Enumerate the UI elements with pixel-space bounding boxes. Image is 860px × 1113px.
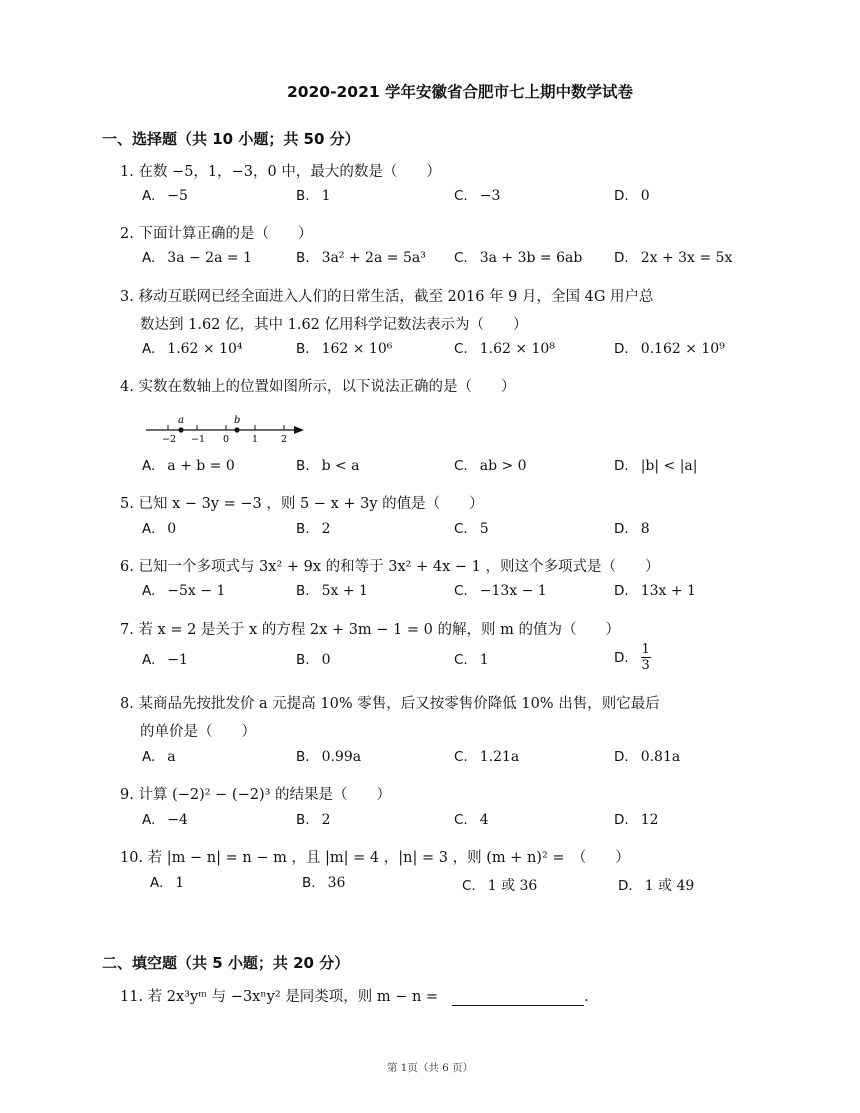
q3-option-b: B. 162 × 10⁶ [296,341,393,357]
q1-option-a: A. −5 [142,188,188,204]
section-heading-fill: 二、填空题（共 5 小题；共 20 分） [102,954,350,972]
question-7: 7. 若 x = 2 是关于 x 的方程 2x + 3m − 1 = 0 的解，则 m 的值为（ ） [120,622,620,638]
q4-option-b: B. b < a [296,458,360,474]
question-2: 2. 下面计算正确的是（ ） [120,226,313,242]
q1-option-c: C. −3 [454,188,501,204]
q8-option-a: A. a [142,749,176,765]
q5-option-d: D. 8 [614,521,650,537]
question-6: 6. 已知一个多项式与 3x² + 9x 的和等于 3x² + 4x − 1 ，则这个多项式是（ ） [120,559,660,575]
q7-option-b: B. 0 [296,652,331,668]
q2-option-d: D. 2x + 3x = 5x [614,250,733,266]
fraction-one-third: $\frac{1}{3}$ [641,642,650,673]
q8-option-d: D. 0.81a [614,749,681,765]
q6-option-d: D. 13x + 1 [614,583,696,599]
question-8-line2: 的单价是（ ） [140,724,256,740]
q9-option-d: D. 12 [614,812,659,828]
number-line [140,410,310,446]
question-4: 4. 实数在数轴上的位置如图所示，以下说法正确的是（ ） [120,379,516,395]
question-1: 1. 在数 −5，1，−3，0 中，最大的数是（ ） [120,164,441,180]
q4-option-a: A. a + b = 0 [142,458,235,474]
q3-option-c: C. 1.62 × 10⁸ [454,341,555,357]
question-11: 11. 若 2x³yᵐ 与 −3xⁿy² 是同类项，则 m − n = . [120,989,589,1005]
section-heading-choice: 一、选择题（共 10 小题；共 50 分） [102,130,360,148]
point-a-label: a [178,415,184,426]
q7-option-d: D. $\frac{1}{3}$ [614,642,650,673]
tick-label: −2 [162,434,177,445]
q6-option-b: B. 5x + 1 [296,583,368,599]
tick-label: 2 [281,434,288,445]
question-3-line2: 数达到 1.62 亿，其中 1.62 亿用科学记数法表示为（ ） [140,317,528,333]
q10-option-b: B. 36 [302,875,346,891]
q9-option-b: B. 2 [296,812,331,828]
question-8: 8. 某商品先按批发价 a 元提高 10% 零售，后又按零售价降低 10% 出售，则它最后 [120,696,660,712]
q3-option-d: D. 0.162 × 10⁹ [614,341,725,357]
q9-option-a: A. −4 [142,812,188,828]
q9-option-c: C. 4 [454,812,489,828]
q1-option-b: B. 1 [296,188,331,204]
q7-option-c: C. 1 [454,652,489,668]
point-b-label: b [234,415,241,426]
q7-option-a: A. −1 [142,652,188,668]
q10-option-a: A. 1 [150,875,185,891]
q5-option-a: A. 0 [142,521,177,537]
q3-option-a: A. 1.62 × 10⁴ [142,341,243,357]
answer-blank [452,991,584,1006]
question-9: 9. 计算 (−2)² − (−2)³ 的结果是（ ） [120,787,392,803]
point-a-dot [178,427,183,432]
q5-option-c: C. 5 [454,521,489,537]
q8-option-b: B. 0.99a [296,749,362,765]
q6-option-a: A. −5x − 1 [142,583,226,599]
q2-option-b: B. 3a² + 2a = 5a³ [296,250,426,266]
q6-option-c: C. −13x − 1 [454,583,547,599]
tick-label: −1 [191,434,206,445]
q4-option-d: D. |b| < |a| [614,458,698,474]
tick-label: 1 [252,434,259,445]
q4-option-c: C. ab > 0 [454,458,527,474]
q10-option-c: C. 1 或 36 [462,878,538,894]
page-footer: 第 1页（共 6 页） [386,1062,474,1074]
tick-label: 0 [223,434,230,445]
q2-option-a: A. 3a − 2a = 1 [142,250,252,266]
q10-option-d: D. 1 或 49 [618,878,695,894]
q1-option-d: D. 0 [614,188,650,204]
q5-option-b: B. 2 [296,521,331,537]
q8-option-c: C. 1.21a [454,749,520,765]
q2-option-c: C. 3a + 3b = 6ab [454,250,583,266]
point-b-dot [234,427,239,432]
question-10: 10. 若 |m − n| = n − m ，且 |m| = 4 ，|n| = 3 ，则 (m + n)² = （ ） [120,850,630,866]
question-3: 3. 移动互联网已经全面进入人们的日常生活，截至 2016 年 9 月，全国 4G 用户总 [120,289,654,305]
question-5: 5. 已知 x − 3y = −3 ，则 5 − x + 3y 的值是（ ） [120,496,484,512]
page-title: 2020-2021 学年安徽省合肥市七上期中数学试卷 [286,83,634,101]
